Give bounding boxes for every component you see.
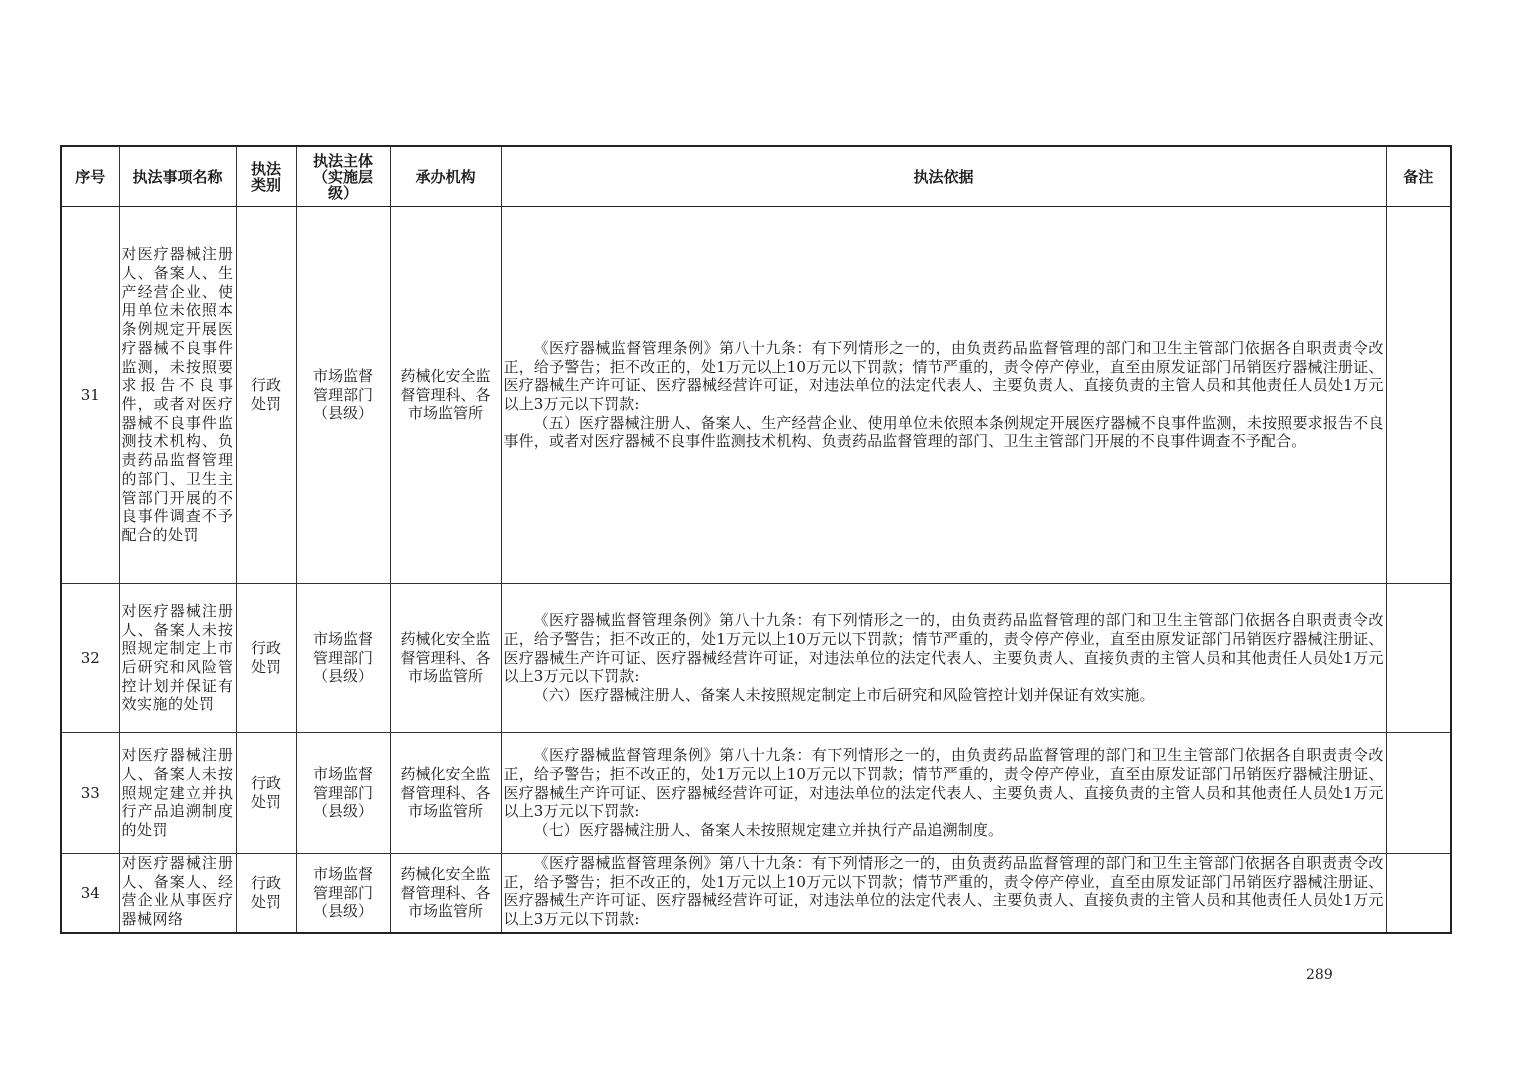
enforcement-subject: 市场监督管理部门（县级）	[296, 854, 390, 934]
table-row	[61, 584, 1451, 733]
enforcement-category: 行政处罚	[236, 854, 296, 934]
row-number: 31	[61, 207, 119, 584]
table-row	[61, 733, 1451, 854]
remark	[1386, 854, 1451, 934]
legal-basis	[501, 207, 1386, 584]
remark	[1386, 207, 1451, 584]
item-name: 对医疗器械注册人、备案人、生产经营企业、使用单位未依照本条例规定开展医疗器械不良事件监测，未按照要求报告不良事件，或者对医疗器械不良事件监测技术机构、负责药品监督管理的部门、卫生主管部门开展的不良事件调查不予配合的处罚	[119, 207, 236, 584]
legal-basis-clause: （五）医疗器械注册人、备案人、生产经营企业、使用单位未依照本条例规定开展医疗器械不良事件监测，未按照要求报告不良事件，或者对医疗器械不良事件监测技术机构、负责药品监督管理的部门、卫生主管部门开展的不良事件调查不予配合。	[503, 413, 1384, 451]
header-no: 序号	[61, 146, 119, 207]
enforcement-category: 行政处罚	[236, 584, 296, 733]
enforcement-category: 行政处罚	[236, 207, 296, 584]
enforcement-subject: 市场监督管理部门（县级）	[296, 584, 390, 733]
header-subject: 执法主体（实施层级）	[296, 146, 390, 207]
handling-org: 药械化安全监督管理科、各市场监管所	[390, 733, 501, 854]
table-header-row	[61, 146, 1451, 207]
table-row	[61, 854, 1451, 934]
row-number: 32	[61, 584, 119, 733]
remark	[1386, 733, 1451, 854]
legal-basis	[501, 733, 1386, 854]
handling-org: 药械化安全监督管理科、各市场监管所	[390, 854, 501, 934]
legal-basis-clause: （六）医疗器械注册人、备案人未按照规定制定上市后研究和风险管控计划并保证有效实施。	[533, 686, 1155, 705]
legal-basis-main: 《医疗器械监督管理条例》第八十九条：有下列情形之一的，由负责药品监督管理的部门和卫生主管部门依据各自职责责令改正，给予警告；拒不改正的，处1万元以上10万元以下罚款；情节严重的，责令停产停业，直至由原发证部门吊销医疗器械注册证、医疗器械生产许可证、医疗器械经营许可证，对违法单位的法定代表人、主要负责人、直接负责的主管人员和其他责任人员处1万元以上3万元以下罚款:	[503, 611, 1384, 686]
handling-org: 药械化安全监督管理科、各市场监管所	[390, 584, 501, 733]
legal-basis-main: 《医疗器械监督管理条例》第八十九条：有下列情形之一的，由负责药品监督管理的部门和卫生主管部门依据各自职责责令改正，给予警告；拒不改正的，处1万元以上10万元以下罚款；情节严重的，责令停产停业，直至由原发证部门吊销医疗器械注册证、医疗器械生产许可证、医疗器械经营许可证，对违法单位的法定代表人、主要负责人、直接负责的主管人员和其他责任人员处1万元以上3万元以下罚款:	[503, 746, 1384, 821]
legal-basis	[501, 584, 1386, 733]
header-basis: 执法依据	[501, 146, 1386, 207]
page-number: 289	[1306, 967, 1333, 983]
item-name: 对医疗器械注册人、备案人未按照规定建立并执行产品追溯制度的处罚	[119, 733, 236, 854]
table-row	[61, 207, 1451, 584]
item-name: 对医疗器械注册人、备案人、经营企业从事医疗器械网络	[119, 854, 236, 934]
enforcement-subject: 市场监督管理部门（县级）	[296, 207, 390, 584]
header-org: 承办机构	[390, 146, 501, 207]
row-number: 33	[61, 733, 119, 854]
header-remark: 备注	[1386, 146, 1451, 207]
enforcement-subject: 市场监督管理部门（县级）	[296, 733, 390, 854]
enforcement-table	[60, 145, 1452, 934]
legal-basis-clause: （七）医疗器械注册人、备案人未按照规定建立并执行产品追溯制度。	[533, 821, 1004, 840]
handling-org: 药械化安全监督管理科、各市场监管所	[390, 207, 501, 584]
remark	[1386, 584, 1451, 733]
header-name: 执法事项名称	[119, 146, 236, 207]
legal-basis-main: 《医疗器械监督管理条例》第八十九条：有下列情形之一的，由负责药品监督管理的部门和卫生主管部门依据各自职责责令改正，给予警告；拒不改正的，处1万元以上10万元以下罚款；情节严重的，责令停产停业，直至由原发证部门吊销医疗器械注册证、医疗器械生产许可证、医疗器械经营许可证，对违法单位的法定代表人、主要负责人、直接负责的主管人员和其他责任人员处1万元以上3万元以下罚款:	[503, 854, 1384, 929]
legal-basis	[501, 854, 1386, 934]
item-name: 对医疗器械注册人、备案人未按照规定制定上市后研究和风险管控计划并保证有效实施的处罚	[119, 584, 236, 733]
header-category: 执法类别	[236, 146, 296, 207]
legal-basis-main: 《医疗器械监督管理条例》第八十九条：有下列情形之一的，由负责药品监督管理的部门和卫生主管部门依据各自职责责令改正，给予警告；拒不改正的，处1万元以上10万元以下罚款；情节严重的，责令停产停业，直至由原发证部门吊销医疗器械注册证、医疗器械生产许可证、医疗器械经营许可证，对违法单位的法定代表人、主要负责人、直接负责的主管人员和其他责任人员处1万元以上3万元以下罚款:	[503, 338, 1384, 413]
enforcement-category: 行政处罚	[236, 733, 296, 854]
row-number: 34	[61, 854, 119, 934]
